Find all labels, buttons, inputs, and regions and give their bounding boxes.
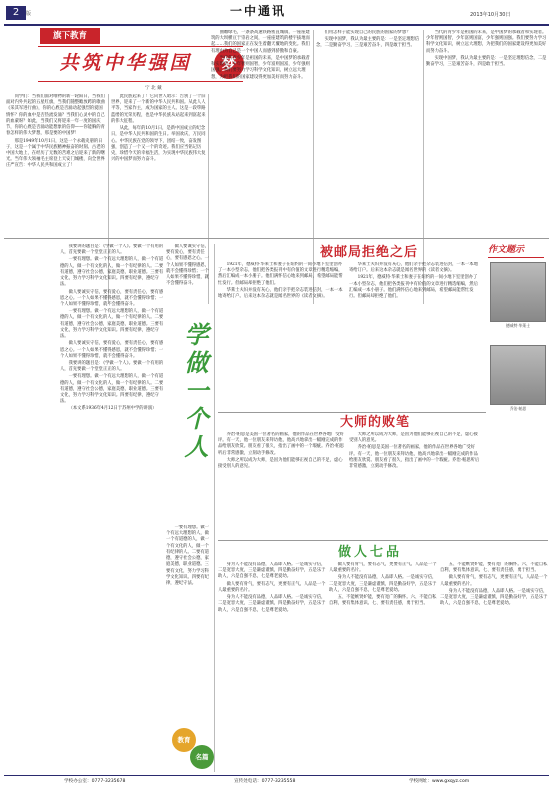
paragraph: 实现中国梦，我认为最主要的是：一是坚定理想信念，二是勤奋学习，三是艰苦奋斗，四是敢于担当。 [426, 55, 547, 68]
paragraph: 同学们：当我们面对唯物的新一轮阳日，当我们面对内外共起的五星红旗，当我们随整瞻放跨的歌曲《采其军进行曲》，你的心底是否涌动起强烈的爱国情怀？你的血中是否热流发涌？当我们心灵中的自己的血蒙呀？如此，当我们又将迎来一年一度的国庆节，你的心底是否涌动能想象的信仰——你能胸的青春怎样的伟大梦想，那是要的中国梦！ [6, 94, 105, 137]
george-photo [490, 345, 546, 405]
paragraph: 曲雕绿毛，一条条高速铁路密直城镇，一座座建筑的大坝横亘于崇岩之间，一座座建筑的楼宇拔地而起……我们的国家正在发生着翻天覆地的变化。我们有理由为自己是一个中国人而感到骄傲和自豪。 [211, 30, 310, 54]
rejected-article-col-1 [218, 262, 346, 410]
paragraph: 1921年，德威特·华莱士和妻子在纽约的一间小地下室里创办了一本小型杂志，他们把各类报刊中有价值的文章进行精选缩编，然后汇编成一本小册子。他们满怀信心地来到邮局，希望邮局能帮忙发行。但邮局却拒绝了他们。 [218, 262, 343, 286]
essay-prompt-tag: 作文题示 [488, 244, 544, 258]
paragraph: 做人要诚实守信，要有爱心，要有责任心，要有感恩之心。一个人如果不懂得感恩，就不会懂得珍惜；一个人如果不懂得珍惜，就不会懂得奋斗。 [60, 289, 164, 307]
paragraph: 一要有理想。做一个有远大理想的人，做一个有道德的人，做一个有文化的人，做一个有纪律的人。二要有道德，遵守社会公德，家庭美德，职业道德。三要有文化，努力学习科学文化知识。四要有纪律，遵纪守法。 [60, 257, 164, 288]
paragraph: 做人要有骨气，要有志气，更要有正气。人品是一个人最重要的名片。 [440, 575, 548, 587]
paragraph: （本文系1936年4月12日于苏州中学的讲演） [68, 406, 157, 412]
paragraph: 华莱士夫妇并没有灰心，他们亲手把杂志装进信封，一本一本地寄给订户。后来这本杂志就是闻名世界的《读者文摘》。 [349, 262, 478, 274]
paragraph: 1921年，德威特·华莱士和妻子在纽约的一间小地下室里创办了一本小型杂志，他们把各类报刊中有价值的文章进行精选缩编，然后汇编成一本小册子。他们满怀信心地来到邮局，希望邮局能帮忙发行。但邮局却拒绝了他们。 [349, 275, 478, 300]
feature-seal: 梦 [214, 49, 244, 79]
paragraph: 华莱士夫妇并没有灰心，他们亲手把杂志装进信封，一本一本地寄给订户。后来这本杂志就是闻名世界的《读者文摘》。 [218, 287, 343, 300]
seven-virtues-col-2 [329, 562, 437, 770]
article-title-seven-virtues: 做人七品 [338, 545, 403, 560]
paragraph: 一要有理想。做一个有远大理想的人，做一个有道德的人，做一个有文化的人，做一个有纪律的人。二要有道德，遵守社会公德，家庭美德，职业道德。三要有文化，努力学习科学文化知识。四要有纪律，遵纪守法。 [166, 525, 209, 586]
section-tag: 旗下教育 [40, 28, 100, 44]
paragraph: 乔治·帕思是美国一位著名的画家，他的作品在世界各地广受好评。有一天，他一位朋友来拜访他，他高兴地拿出一幅刚完成的作品给朋友欣赏。朋友看了很久，指出了画中的一个瑕疵。乔治·帕思听后非常感激，立刻动手修改。 [218, 432, 344, 456]
education-badge: 教育 [172, 728, 196, 752]
header-rule [4, 24, 549, 26]
paragraph: 那是1949年10月1日，这是一个永载史册的日子，这是一个属于中华民族精神振奋的时刻。古老的中国大地上，在经历了无数的苦难之后迎来了新的曙光。当年伟大领袖毛主席登上天安门城楼，向全世界庄严宣告：中华人民共和国成立了！ [6, 138, 105, 169]
paragraph: 一要有理想。做一个有远大理想的人，做一个有道德的人，做一个有文化的人，做一个有纪律的人。二要有道德，遵守社会公德，家庭美德，职业道德。三要有文化，努力学习科学文化知识。四要有纪律，遵纪守法。 [60, 309, 164, 340]
paragraph: 从此，每年的10月1日，是新中国成立的纪念日，是中华人民共和国的生日。举国欢庆，万民同心。中华民族在党的领导下，团结一致，奋发图强，创造了一个又一个的奇迹。我们应当铭记历史，珍惜今天的幸福生活，为实现中华民族伟大复兴的中国梦而努力奋斗。 [111, 126, 206, 163]
column-divider [214, 244, 215, 772]
article-title-masters-flaw: 大师的败笔 [340, 415, 411, 430]
paragraph: 当代的青少年是祖国的未来，是中国梦的承载者和实现者。少年智则国智，少年富则国富，少年强则国强。我们要努力学习科学文化知识，树立远大理想，为把我们的国家建设得更加美好而努力奋斗。 [426, 30, 547, 54]
feature-byline: 宁 北 戴 [145, 86, 162, 91]
paragraph: 做人要诚实守信，要有爱心，要有责任心，要有感恩之心。一个人如果不懂得感恩，就不会懂得珍惜；一个人如果不懂得珍惜，就不会懂得奋斗。 [60, 341, 164, 359]
office-phone: 学校办公室：0777-3235678 [64, 779, 126, 784]
paragraph: 身为人不能没有品德，人品即人格。一是诚实守信，二是宽容大度，三是谦虚谨慎，四是勤奋好学，五是乐于助人，六是自强不息，七是尊老爱幼。 [218, 595, 326, 613]
school-website: 学校网址：www.gxqyz.com [409, 779, 470, 784]
seven-virtues-col-1 [218, 562, 326, 770]
newspaper-masthead: 一中通讯 [230, 4, 287, 18]
section-divider [218, 412, 486, 413]
wallace-photo [490, 262, 546, 322]
masters-flaw-col-2 [349, 432, 481, 538]
seven-virtues-col-3 [440, 562, 548, 770]
paragraph: 当代的青少年是祖国的未来，是中国梦的承载者和实现者。少年智则国智，少年富则国富，少年强则国强。我们要努力学习科学文化知识，树立远大理想，为把我们的国家建设得更加美好而努力奋斗。 [211, 55, 310, 80]
paragraph: 做人要有骨气，要有志气，更要有正气。人品是一个人最重要的名片。 [218, 581, 326, 593]
paragraph: 做人要有骨气，要有志气，更要有正气。人品是一个人最重要的名片。 [329, 562, 437, 574]
paragraph: 身为人不能没有品德，人品即人格。一是诚实守信，二是宽容大度，三是谦虚谨慎，四是勤奋好学，五是乐于助人，六是自强不息，七是尊老爱幼。 [329, 575, 437, 593]
wallace-caption: 德威特·华莱士 [506, 323, 530, 328]
page-footer [4, 775, 549, 789]
paragraph: 一要有理想。做一个有远大理想的人，做一个有道德的人，做一个有文化的人，做一个有纪律的人。二要有道德，遵守社会公德，家庭美德，职业道德。三要有文化，努力学习科学文化知识。四要有纪律，遵纪守法。 [60, 374, 164, 405]
paragraph: 大师之所以成为大师，是因为他们能够正视自己的不足，虚心接受别人的意见。 [218, 457, 343, 470]
publicity-phone: 宣传处电话：0777-3235558 [234, 779, 296, 784]
paragraph: 我要讲的题目是：《学做一个人》。要做一个有用的人，首先要做一个堂堂正正的人。 [60, 360, 164, 373]
george-caption: 乔治·帕思 [509, 406, 527, 411]
paragraph: 此民族起来了！它向世人昭示：告别了一个旧世界，迎来了一个新的中华人民共和国。从此人人平等，当家作主，成为国家的主人。这是一段筚路蓝缕的光荣历程，也是中华民族从站起来到富起来的伟大征程。 [111, 94, 206, 124]
masters-flaw-col-1 [218, 432, 346, 538]
section-divider [218, 540, 548, 541]
paragraph: 们用怎样子能实现自己的民族的国家的梦想？ [324, 30, 411, 35]
feature-title: 共筑中华强国 [59, 52, 192, 74]
paragraph: 我要讲的题目是：《学做一个人》。要做一个有用的人，首先要做一个堂堂正正的人。 [60, 244, 164, 256]
paragraph: 做人要诚实守信，要有爱心，要有责任心，要有感恩之心。一个人如果不懂得感恩，就不会懂得珍惜；一个人如果不懂得珍惜，就不会懂得奋斗。 [166, 244, 209, 287]
page-number-suffix: 版 [26, 11, 32, 17]
section-divider [4, 238, 549, 239]
paragraph: 乔治·帕思是美国一位著名的画家，他的作品在世界各地广受好评。有一天，他一位朋友来拜访他，他高兴地拿出一幅刚完成的作品给朋友欣赏。朋友看了很久，指出了画中的一个瑕疵。乔治·帕思听后非常感激，立刻动手修改。 [349, 445, 480, 470]
page-number: 2 [6, 6, 26, 20]
paragraph: 身为人不能没有品德，人品即人格。一是诚实守信，二是宽容大度，三是谦虚谨慎，四是勤奋好学，五是乐于助人，六是自强不息，七是尊老爱幼。 [440, 588, 548, 607]
paragraph: 实现中国梦，我认为最主要的是：一是坚定理想信念，二是勤奋学习，三是艰苦奋斗，四是敢于担当。 [316, 37, 420, 49]
learn-to-be-person-article [60, 244, 164, 769]
paragraph: 身为人不能没有品德，人品即人格。一是诚实守信，二是宽容大度，三是谦虚谨慎，四是勤奋好学，五是乐于助人，六是自强不息，七是尊老爱幼。 [218, 562, 326, 580]
paragraph: 五、不能嫉贤妒能，要有宽广的胸怀。六、不能自私自利，要有集体意识。七、要有责任感，勇于担当。 [329, 595, 437, 607]
learn-to-be-person-title: 学做一个人 [180, 322, 209, 462]
paragraph: 五、不能嫉贤妒能，要有宽广的胸怀。六、不能自私自利，要有集体意识。七、要有责任感，勇于担当。 [440, 562, 548, 574]
issue-date: 2013年10月30日 [470, 12, 511, 18]
article-title-rejected: 被邮局拒绝之后 [320, 245, 419, 260]
classic-badge: 名篇 [190, 745, 214, 769]
rejected-article-col-2 [349, 262, 481, 410]
paragraph: 大师之所以成为大师，是因为他们能够正视自己的不足，虚心接受别人的意见。 [349, 432, 478, 444]
learn-to-be-person-side-text [166, 244, 212, 320]
learn-to-be-person-side-text-lower [166, 525, 212, 725]
